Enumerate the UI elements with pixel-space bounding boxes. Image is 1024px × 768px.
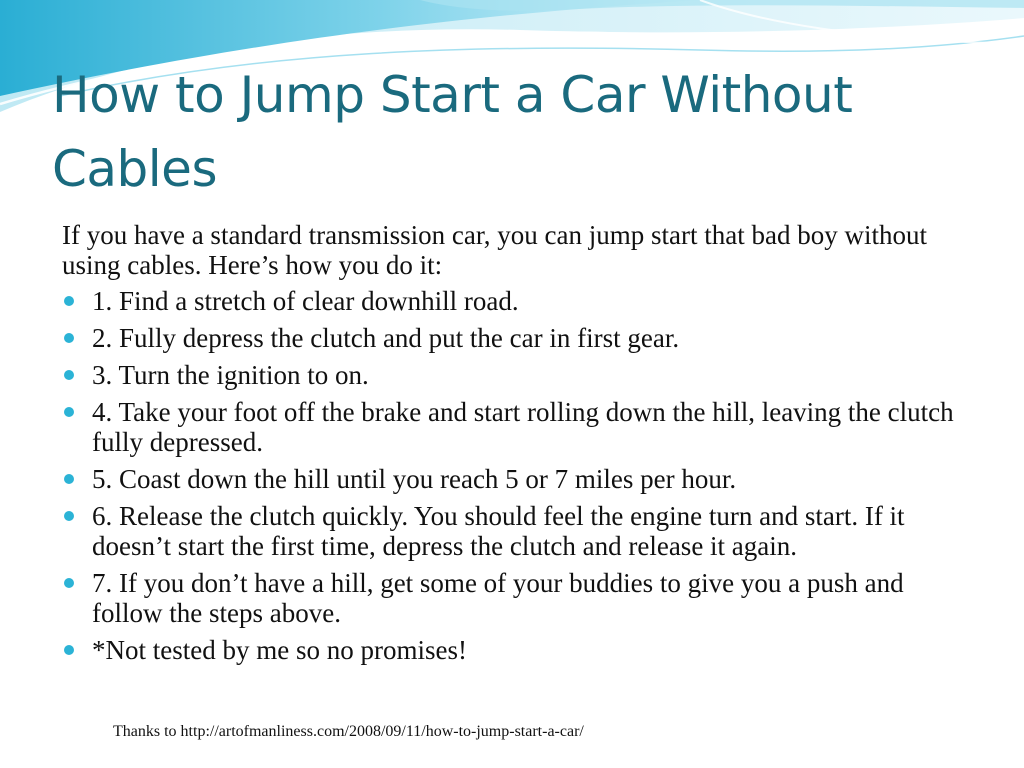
bullet-icon <box>64 370 74 380</box>
bullet-icon <box>64 578 74 588</box>
bullet-icon <box>64 407 74 417</box>
bullet-icon <box>64 511 74 521</box>
bullet-text: 5. Coast down the hill until you reach 5 or 7 miles per hour. <box>92 464 737 494</box>
list-item <box>62 323 972 353</box>
list-item <box>62 635 972 665</box>
bullet-icon <box>64 474 74 484</box>
list-item <box>62 360 972 390</box>
bullet-text: 7. If you don’t have a hill, get some of your buddies to give you a push and follow the steps above. <box>92 568 904 628</box>
list-item <box>62 286 972 316</box>
slide-body <box>62 220 972 672</box>
list-item <box>62 501 972 561</box>
bullet-text: 1. Find a stretch of clear downhill road. <box>92 286 519 316</box>
intro-paragraph: If you have a standard transmission car, you can jump start that bad boy without using cables. Here’s how you do it: <box>62 220 927 280</box>
bullet-text: 4. Take your foot off the brake and start rolling down the hill, leaving the clutch fully depressed. <box>92 397 954 457</box>
bullet-icon <box>64 645 74 655</box>
bullet-icon <box>64 333 74 343</box>
source-credit: Thanks to http://artofmanliness.com/2008/09/11/how-to-jump-start-a-car/ <box>113 723 584 740</box>
bullet-text: 6. Release the clutch quickly. You should feel the engine turn and start. If it doesn’t start the first time, depress the clutch and release it again. <box>92 501 905 561</box>
list-item <box>62 397 972 457</box>
bullet-text: 3. Turn the ignition to on. <box>92 360 369 390</box>
bullet-icon <box>64 296 74 306</box>
bullet-list <box>62 286 972 665</box>
list-item <box>62 464 972 494</box>
bullet-text: *Not tested by me so no promises! <box>92 635 467 665</box>
slide-title: How to Jump Start a Car Without Cables <box>52 66 853 198</box>
bullet-text: 2. Fully depress the clutch and put the car in first gear. <box>92 323 680 353</box>
list-item <box>62 568 972 628</box>
